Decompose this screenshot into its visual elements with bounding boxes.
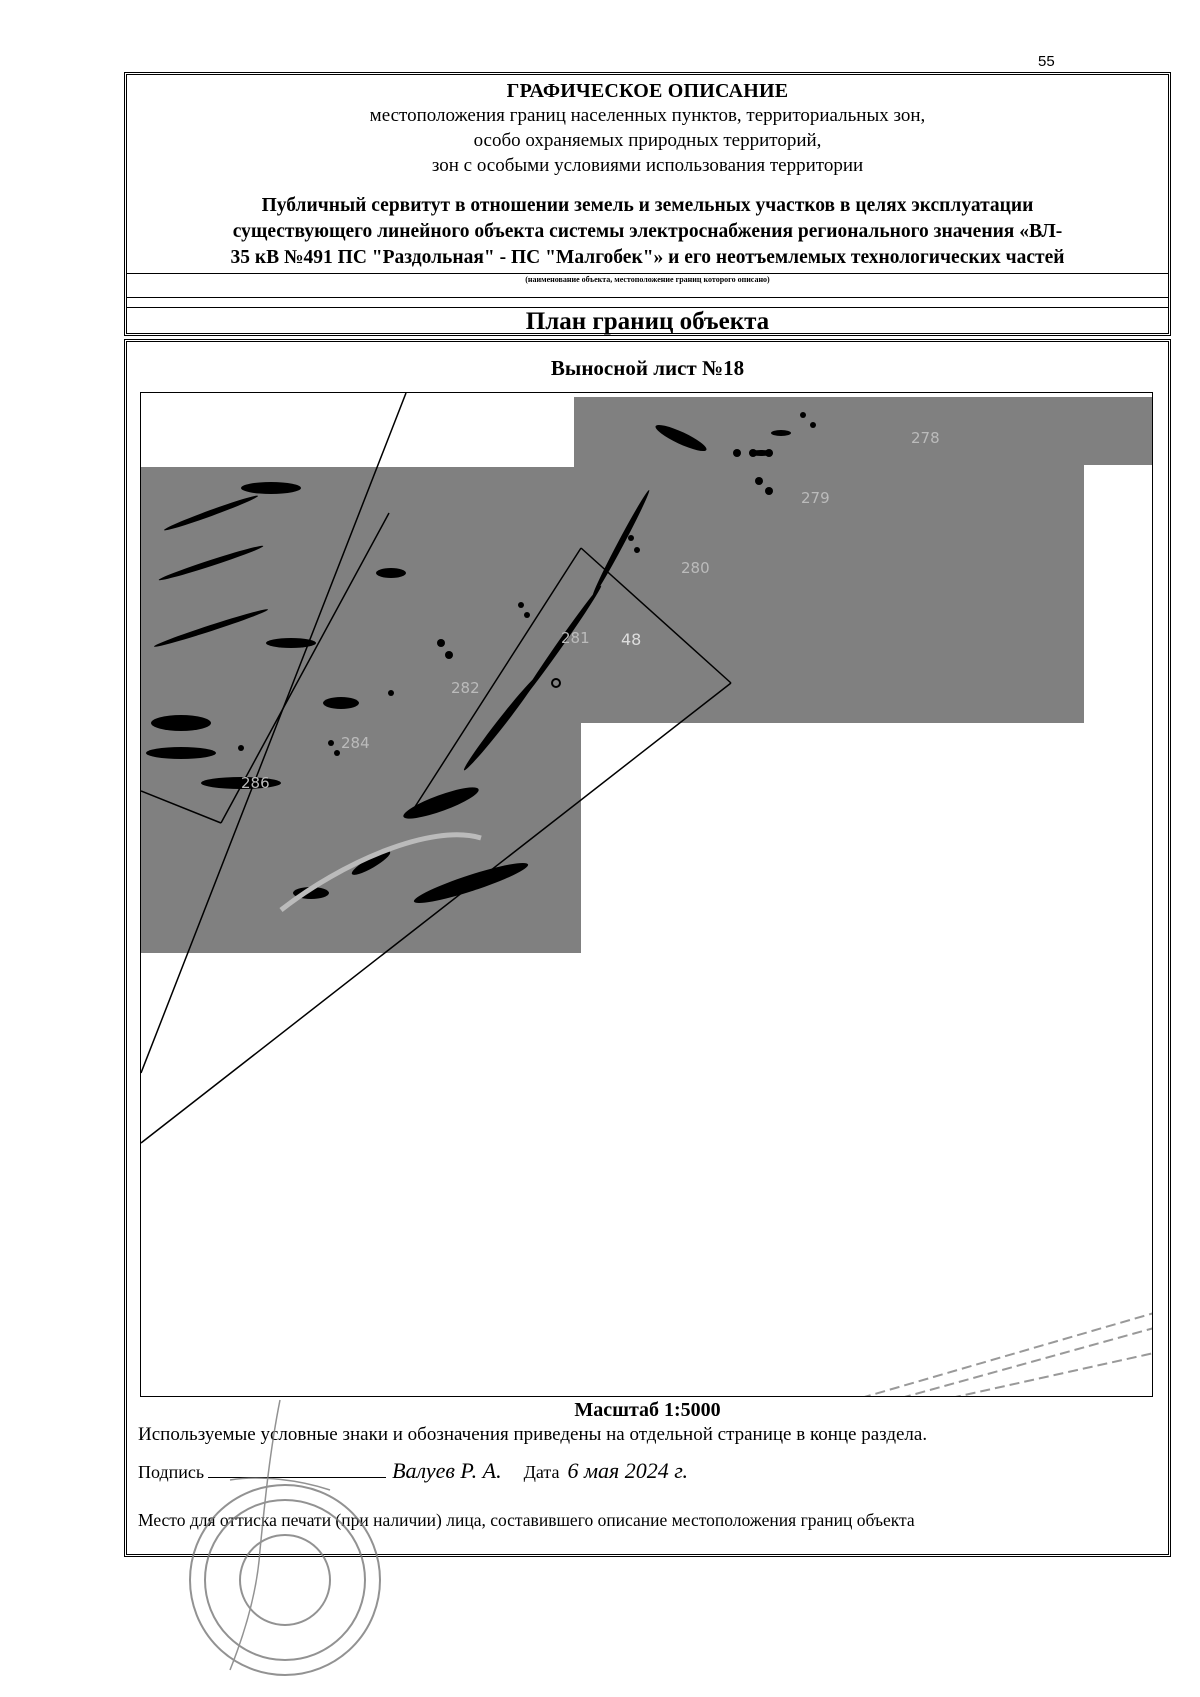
subtitle-line-1: местоположения границ населенных пунктов, территориальных зон, xyxy=(369,105,926,126)
date-value: 6 мая 2024 г. xyxy=(567,1458,689,1483)
sheet-title: Выносной лист №18 xyxy=(550,356,745,380)
signature-label: Подпись xyxy=(138,1462,205,1482)
point-label-280: 280 xyxy=(681,559,710,577)
point-label-284: 284 xyxy=(341,734,370,752)
divider xyxy=(127,297,1168,298)
object-name-line-1: Публичный сервитут в отношении земель и земельных участков в целях эксплуатации xyxy=(261,195,1034,216)
signature-line xyxy=(138,1458,688,1484)
document-title: ГРАФИЧЕСКОЕ ОПИСАНИЕ xyxy=(506,80,789,102)
aerial-region-upper xyxy=(571,397,1153,723)
map-image xyxy=(141,393,1153,1397)
dashed-lines xyxy=(861,1313,1153,1397)
signer-name: Валуев Р. А. xyxy=(392,1458,502,1483)
scale-label: Масштаб 1:5000 xyxy=(574,1399,721,1421)
header-title-block xyxy=(127,79,1168,178)
stamp-note: Место для оттиска печати (при наличии) лица, составившего описание местоположения границ объекта xyxy=(138,1510,915,1530)
point-label-279: 279 xyxy=(801,489,830,507)
divider xyxy=(127,273,1168,274)
point-label-286: 286 xyxy=(241,774,270,792)
parcel-label: 48 xyxy=(621,630,642,649)
point-label-281: 281 xyxy=(561,629,590,647)
object-name-line-3: 35 кВ №491 ПС "Раздольная" - ПС "Малгобек"» и его неотъемлемых технологических частей xyxy=(230,247,1065,268)
point-label-282: 282 xyxy=(451,679,480,697)
page-number: 55 xyxy=(1038,53,1055,70)
point-label-278: 278 xyxy=(911,429,940,447)
subtitle-line-3: зон с особыми условиями использования территории xyxy=(431,155,864,176)
date-label: Дата xyxy=(523,1462,560,1482)
object-name xyxy=(137,193,1158,271)
object-name-line-2: существующего линейного объекта системы электроснабжения регионального значения «ВЛ- xyxy=(232,221,1063,242)
signature-field xyxy=(208,1459,386,1478)
header-box xyxy=(124,72,1171,336)
map-frame xyxy=(140,392,1153,1397)
subtitle-line-2: особо охраняемых природных территорий, xyxy=(473,130,822,151)
object-name-caption: (наименование объекта, местоположение границ которого описано) xyxy=(525,275,770,284)
legend-note: Используемые условные знаки и обозначения приведены на отдельной странице в конце раздела. xyxy=(138,1424,928,1445)
plan-title: План границ объекта xyxy=(525,308,770,335)
